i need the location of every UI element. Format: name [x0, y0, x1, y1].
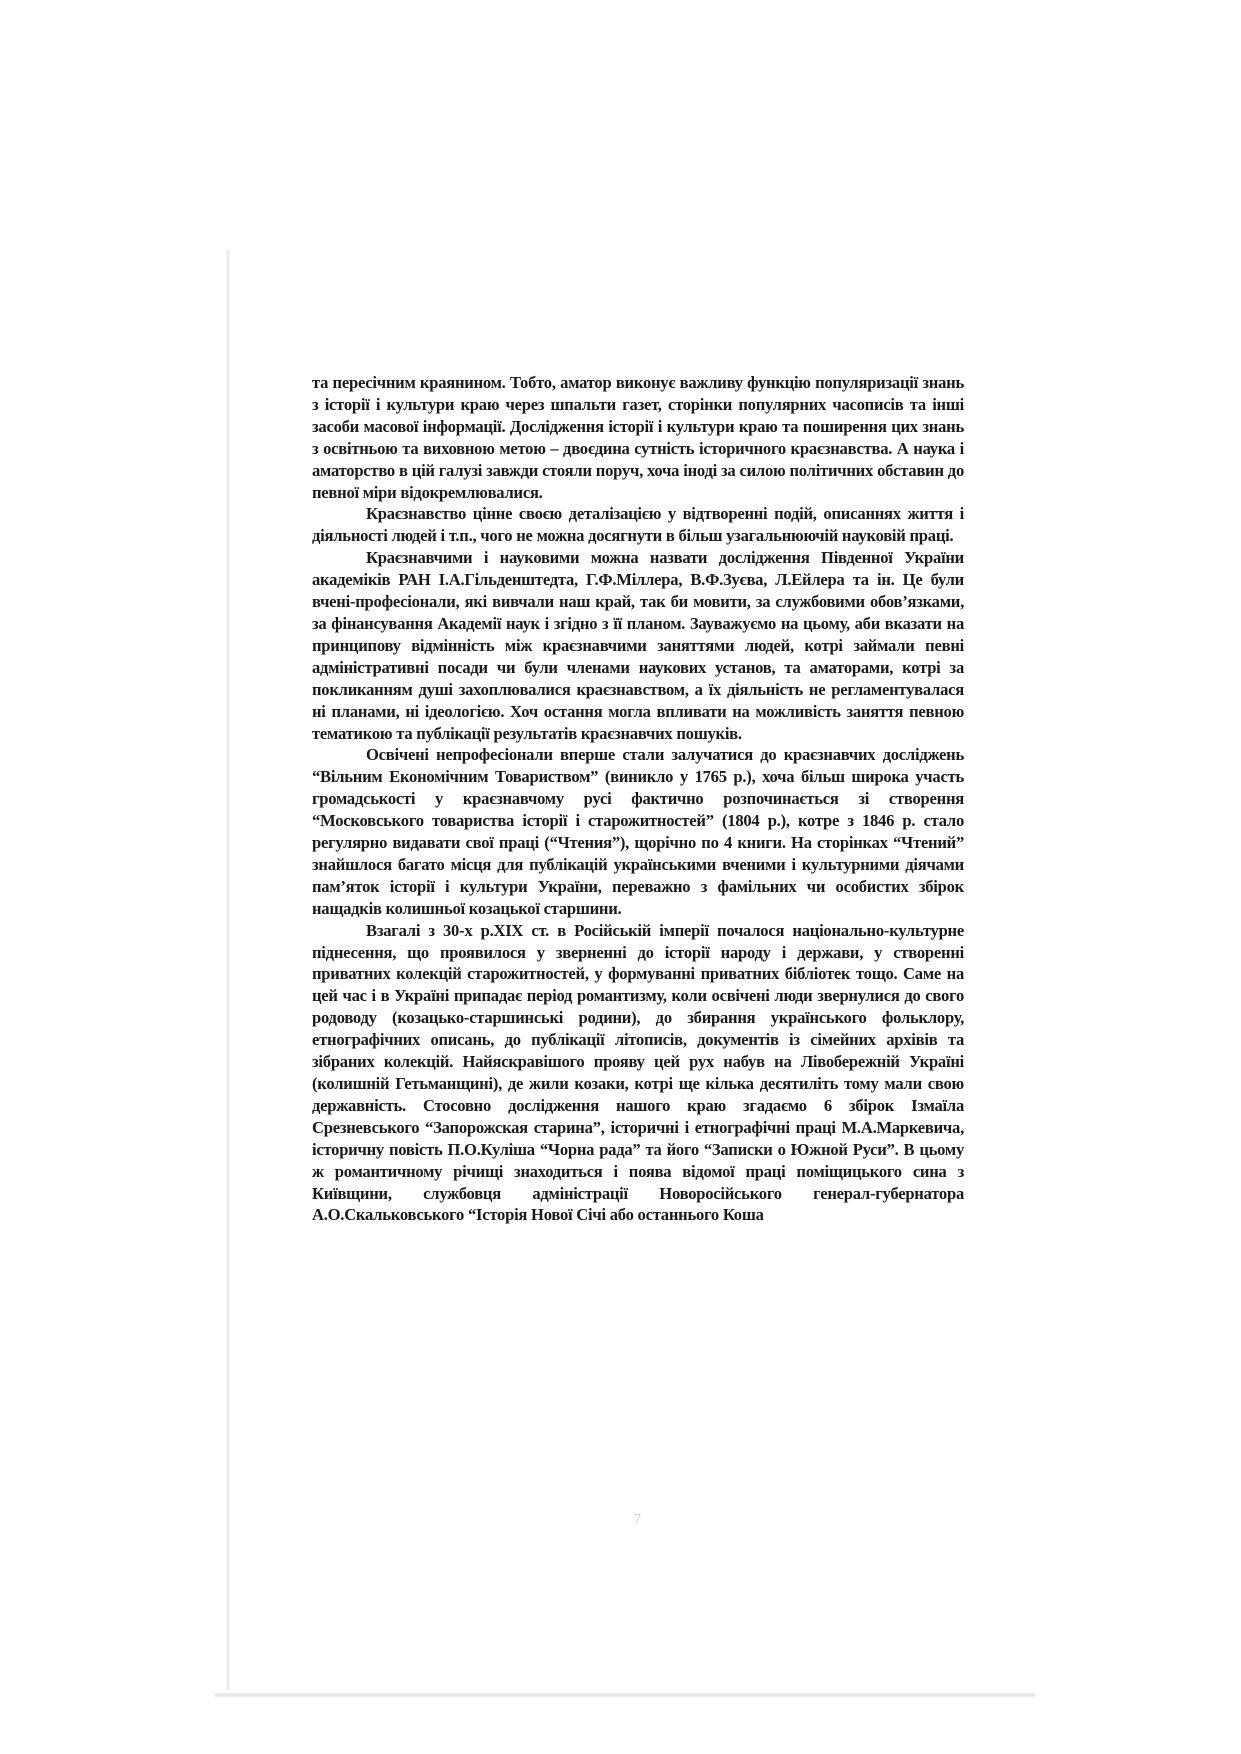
paragraph-4: Освічені непрофесіонали вперше стали залучатися до краєзнавчих досліджень “Вільним Економічним Товариством” (виникло у 1765 р.), хоча більш широка участь громадськості у краєзнавчому русі фактично розпочинається зі створення “Московського товариства історії і старожитностей” (1804 р.), котре з 1846 р. стало регулярно видавати свої праці (“Чтения”), щорічно по 4 книги. На сторінках “Чтений” знайшлося багато місця для публікацій українськими вченими і культурними діячами пам’яток історії і культури України, переважно з фамільних чи особистих збірок нащадків колишньої козацької старшини.	[312, 745, 964, 918]
page-number: 7	[634, 1512, 641, 1527]
paragraph-5: Взагалі з 30-х р.XIX ст. в Російській імперії почалося національно-культурне піднесення, що проявилося у зверненні до історії народу і держави, у створенні приватних колекцій старожитностей, у формуванні приватних бібліотек тощо. Саме на цей час і в Україні припадає період романтизму, коли освічені люди звернулися до свого родоводу (козацько-старшинські родини), до збирання українського фольклору, етнографічних описань, до публікації літописів, документів із сімейних архівів та зібраних колекцій. Найяскравішого прояву цей рух набув на Лівобережній Україні (колишній Гетьманщині), де жили козаки, котрі ще кілька десятиліть тому мали свою державність. Стосовно дослідження нашого краю згадаємо 6 збірок Ізмаїла Срезневського “Запорожская старина”, історичні і етнографічні праці М.А.Маркевича, історичну повість П.О.Куліша “Чорна рада” та його “Записки о Южной Руси”. В цьому ж романтичному річищі знаходиться і поява відомої праці поміщицького сина з Київщини, службовця адміністрації Новоросійського генерал-губернатора А.О.Скальковського “Історія Нової Січі або останнього Коша	[312, 920, 964, 1225]
paragraph-3: Краєзнавчими і науковими можна назвати дослідження Південної України академіків РАН І.А.Гільденштедта, Г.Ф.Міллера, В.Ф.Зуєва, Л.Ейлера та ін. Це були вчені-професіонали, які вивчали наш край, так би мовити, за службовими обов’язками, за фінансування Академії наук і згідно з її планом. Зауважуємо на цьому, аби вказати на принципову відмінність між краєзнавчими заняттями людей, котрі займали певні адміністративні посади чи були членами наукових установ, та аматорами, котрі за покликанням душі захоплювалися краєзнавством, а їх діяльність не регламентувалася ні планами, ні ідеологією. Хоч остання могла впливати на можливість заняття певною тематикою та публікації результатів краєзнавчих пошуків.	[312, 548, 964, 743]
scan-edge-shadow-left	[225, 250, 231, 1690]
paragraph-1: та пересічним краянином. Тобто, аматор виконує важливу функцію популяризації знань з історії і культури краю через шпальти газет, сторінки популярних часописів та інші засоби масової інформації. Дослідження історії і культури краю та поширення цих знань з освітньою та виховною метою – двоєдина сутність історичного краєзнавства. А наука і аматорство в цій галузі завжди стояли поруч, хоча іноді за силою політичних обставин до певної міри відокремлювалися.	[312, 373, 964, 502]
scan-edge-shadow-bottom	[215, 1692, 1035, 1698]
page-body-text	[312, 372, 964, 1226]
paragraph-2: Краєзнавство цінне своєю деталізацією у відтворенні подій, описаннях життя і діяльності людей і т.п., чого не можна досягнути в більш узагальнюючій науковій праці.	[312, 504, 964, 546]
